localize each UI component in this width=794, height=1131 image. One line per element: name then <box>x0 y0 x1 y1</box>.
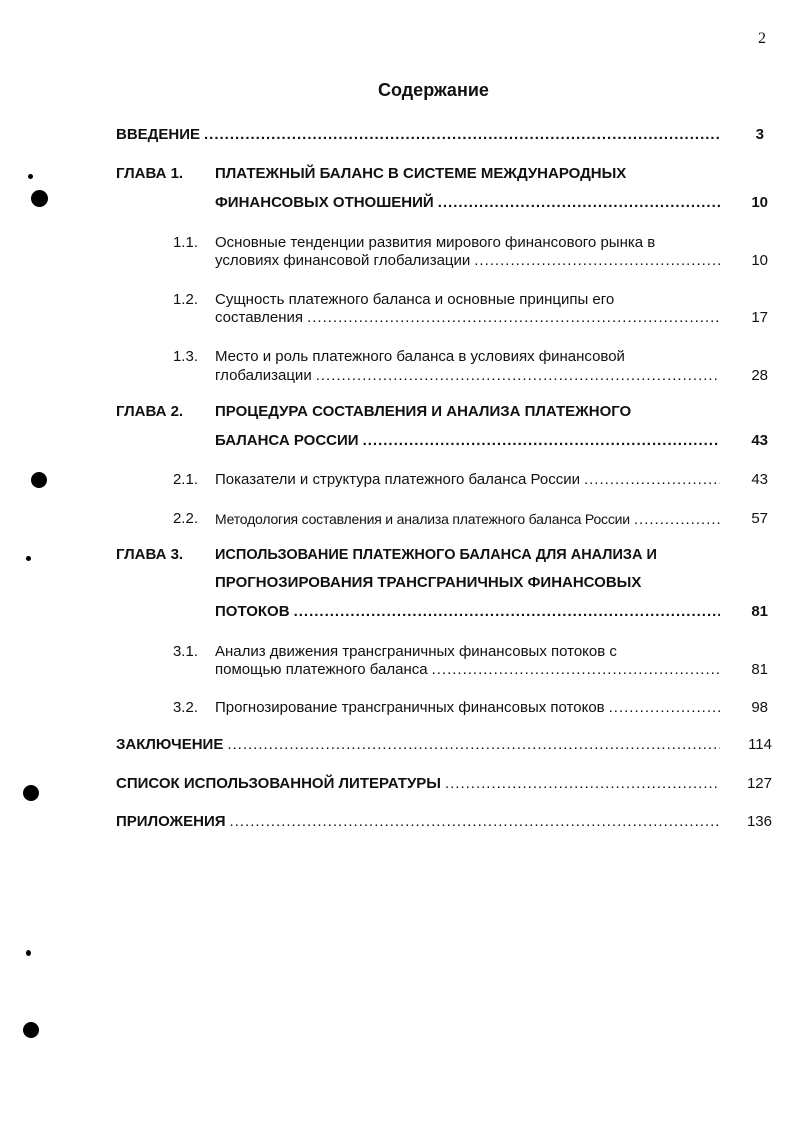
toc-page-number: 3 <box>755 126 764 143</box>
toc-page-number: 10 <box>751 252 768 269</box>
section-number: 1.2. <box>172 291 198 308</box>
chapter-title-line-2: ПРОГНОЗИРОВАНИЯ ТРАНСГРАНИЧНЫХ ФИНАНСОВЫХ <box>215 574 642 591</box>
leader-dots <box>230 812 720 832</box>
leader-dots <box>609 698 720 718</box>
section-number: 3.2. <box>172 699 198 716</box>
leader-dots <box>363 431 720 451</box>
section-number: 1.3. <box>172 348 198 365</box>
leader-dots <box>204 125 720 145</box>
leader-dots <box>432 660 720 680</box>
leader-dots <box>634 510 720 530</box>
chapter-title-line-3: ПОТОКОВ <box>215 603 290 620</box>
chapter-title-line-2: ФИНАНСОВЫХ ОТНОШЕНИЙ <box>215 194 434 211</box>
toc-title: Содержание <box>378 80 489 100</box>
section-title-line-2: глобализации <box>215 367 312 384</box>
section-title-line-1: Место и роль платежного баланса в условиях финансовой <box>215 348 625 365</box>
toc-page-number: 114 <box>748 736 772 753</box>
leader-dots <box>474 251 720 271</box>
chapter-title-line-1: ПРОЦЕДУРА СОСТАВЛЕНИЯ И АНАЛИЗА ПЛАТЕЖНОГО <box>215 403 632 420</box>
section-number: 2.2. <box>172 510 198 527</box>
leader-dots <box>294 602 720 622</box>
leader-dots <box>438 193 720 213</box>
section-title-line-1: Показатели и структура платежного баланса России <box>215 471 580 488</box>
binder-hole-mark <box>23 785 39 801</box>
toc-page-number: 98 <box>751 699 768 716</box>
page-number: 2 <box>758 30 766 47</box>
toc-page-number: 17 <box>751 309 768 326</box>
speck-mark <box>28 174 33 179</box>
chapter-title-line-1: ИСПОЛЬЗОВАНИЕ ПЛАТЕЖНОГО БАЛАНСА ДЛЯ АНАЛИЗА И <box>215 547 657 563</box>
chapter-number: ГЛАВА 2. <box>116 403 184 420</box>
section-title-line-1: Анализ движения трансграничных финансовых потоков с <box>215 643 617 660</box>
section-title-line-2: помощью платежного баланса <box>215 661 428 678</box>
section-title-line-1: Методология составления и анализа платежного баланса России <box>215 511 630 527</box>
toc-page-number: 10 <box>751 194 768 211</box>
speck-mark <box>26 556 31 561</box>
leader-dots <box>445 774 720 794</box>
toc-page-number: 81 <box>751 603 768 620</box>
section-title-line-2: составления <box>215 309 304 326</box>
toc-page-number: 127 <box>746 775 772 792</box>
section-title-line-1: Основные тенденции развития мирового финансового рынка в <box>215 234 656 251</box>
toc-page-number: 57 <box>751 510 768 527</box>
toc-entry-label: ЗАКЛЮЧЕНИЕ <box>116 736 224 753</box>
toc-page-number: 136 <box>746 813 772 830</box>
section-title-line-2: условиях финансовой глобализации <box>215 252 471 269</box>
leader-dots <box>584 470 720 490</box>
section-number: 1.1. <box>172 234 198 251</box>
chapter-title-line-1: ПЛАТЕЖНЫЙ БАЛАНС В СИСТЕМЕ МЕЖДУНАРОДНЫХ <box>215 165 627 182</box>
section-title-line-1: Прогнозирование трансграничных финансовых потоков <box>215 699 605 716</box>
leader-dots <box>307 308 720 328</box>
binder-hole-mark <box>31 190 48 207</box>
toc-entry-label: СПИСОК ИСПОЛЬЗОВАННОЙ ЛИТЕРАТУРЫ <box>116 775 441 792</box>
chapter-title-line-2: БАЛАНСА РОССИИ <box>215 432 359 449</box>
chapter-number: ГЛАВА 1. <box>116 165 184 182</box>
chapter-number: ГЛАВА 3. <box>116 546 184 563</box>
binder-hole-mark <box>23 1022 39 1038</box>
binder-hole-mark <box>31 472 47 488</box>
section-number: 3.1. <box>172 643 198 660</box>
toc-page-number: 43 <box>751 471 768 488</box>
leader-dots <box>316 366 720 386</box>
toc-entry-label: ВВЕДЕНИЕ <box>116 126 200 143</box>
toc-page-number: 81 <box>751 661 768 678</box>
section-number: 2.1. <box>172 471 198 488</box>
speck-mark <box>26 950 31 956</box>
toc-page-number: 28 <box>751 367 768 384</box>
toc-entry-label: ПРИЛОЖЕНИЯ <box>116 813 226 830</box>
toc-page-number: 43 <box>751 432 768 449</box>
leader-dots <box>227 735 720 755</box>
section-title-line-1: Сущность платежного баланса и основные принципы его <box>215 291 615 308</box>
